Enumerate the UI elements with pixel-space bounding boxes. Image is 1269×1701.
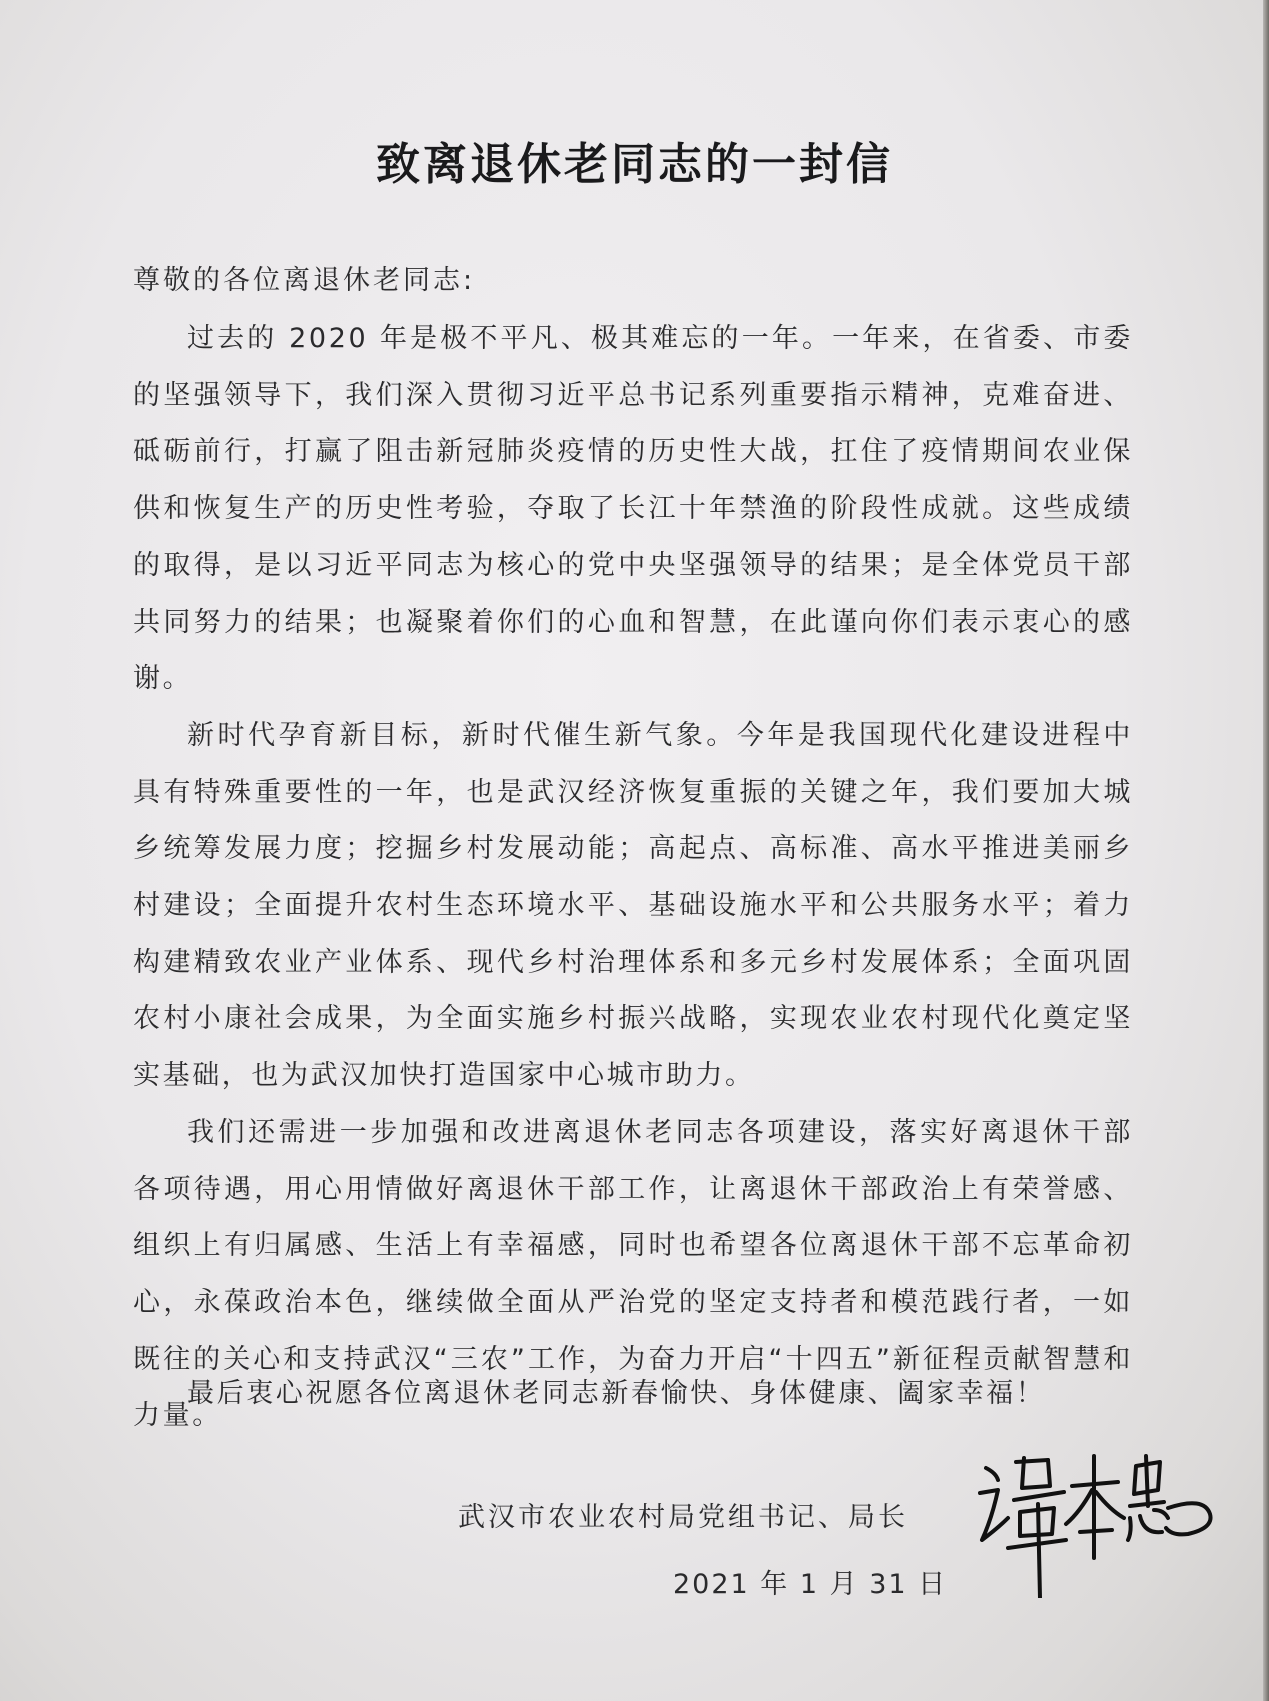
letter-date: 2021 年 1 月 31 日	[673, 1569, 948, 1600]
body-paragraph: 我们还需进一步加强和改进离退休老同志各项建设，落实好离退休干部各项待遇，用心用情做好离退休干部工作，让离退休干部政治上有荣誉感、组织上有归属感、生活上有幸福感，同时也希望各位离退休干部不忘革命初心，永葆政治本色，继续做全面从严治党的坚定支持者和模范践行者，一如既往的关心和支持武汉“三农”工作，为奋力开启“十四五”新征程贡献智慧和力量。	[133, 1116, 1133, 1432]
body-paragraph: 过去的 2020 年是极不平凡、极其难忘的一年。一年来，在省委、市委的坚强领导下，我们深入贯彻习近平总书记系列重要指示精神，克难奋进、砥砺前行，打赢了阻击新冠肺炎疫情的历史性大战，扛住了疫情期间农业保供和恢复生产的历史性考验，夺取了长江十年禁渔的阶段性成就。这些成绩的取得，是以习近平同志为核心的党中央坚强领导的结果；是全体党员干部共同努力的结果；也凝聚着你们的心血和智慧，在此谨向你们表示衷心的感谢。	[133, 323, 1133, 695]
handwritten-signature	[968, 1448, 1218, 1598]
letter-greeting: 尊敬的各位离退休老同志:	[133, 265, 476, 296]
letter-title: 致离退休老同志的一封信	[376, 139, 893, 190]
letter-closing: 最后衷心祝愿各位离退休老同志新春愉快、身体健康、阖家幸福！	[187, 1378, 1046, 1409]
letter-body	[133, 311, 1133, 1445]
paper-edge	[1263, 0, 1269, 1701]
body-paragraph: 新时代孕育新目标，新时代催生新气象。今年是我国现代化建设进程中具有特殊重要性的一年，也是武汉经济恢复重振的关键之年，我们要加大城乡统筹发展力度；挖掘乡村发展动能；高起点、高标准、高水平推进美丽乡村建设；全面提升农村生态环境水平、基础设施水平和公共服务水平；着力构建精致农业产业体系、现代乡村治理体系和多元乡村发展体系；全面巩固农村小康社会成果，为全面实施乡村振兴战略，实现农业农村现代化奠定坚实基础，也为武汉加快打造国家中心城市助力。	[133, 719, 1133, 1092]
letter-sender: 武汉市农业农村局党组书记、局长	[458, 1502, 908, 1533]
